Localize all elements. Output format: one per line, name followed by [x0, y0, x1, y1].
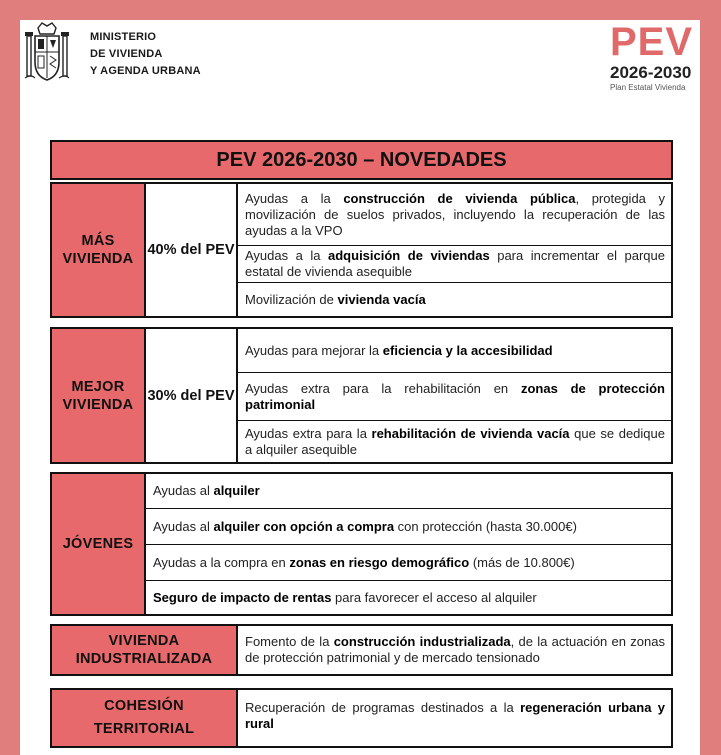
list-item: Ayudas a la compra en zonas en riesgo demográfico (más de 10.800€) — [146, 545, 671, 581]
section-category: JÓVENES — [52, 474, 146, 614]
pev-logo-subtitle: Plan Estatal Vivienda — [610, 83, 686, 92]
ministry-name — [90, 29, 201, 80]
section-cohesion-territorial — [50, 688, 673, 748]
list-item: Ayudas al alquiler con opción a compra con protección (hasta 30.000€) — [146, 509, 671, 545]
section-items — [238, 690, 671, 746]
section-category: MEJOR VIVIENDA — [52, 329, 146, 462]
section-category: VIVIENDA INDUSTRIALIZADA — [52, 626, 238, 674]
section-mas-vivienda — [50, 182, 673, 318]
list-item: Ayudas para mejorar la eficiencia y la accesibilidad — [238, 329, 671, 373]
pev-logo — [610, 22, 700, 93]
coat-of-arms-icon — [24, 22, 70, 86]
section-category: COHESIÓN TERRITORIAL — [52, 690, 238, 746]
section-items — [146, 474, 671, 614]
section-items — [238, 626, 671, 674]
novedades-title: PEV 2026-2030 – NOVEDADES — [50, 140, 673, 180]
list-item: Ayudas al alquiler — [146, 474, 671, 509]
section-jovenes — [50, 472, 673, 616]
list-item: Ayudas a la construcción de vivienda pública, protegida y movilización de suelos privados, incluyendo la recuperación de las ayudas a la VPO — [238, 184, 671, 246]
list-item: Ayudas extra para la rehabilitación de vivienda vacía que se dedique a alquiler asequible — [245, 425, 665, 457]
section-percent: 30% del PEV — [146, 329, 238, 462]
list-item: Fomento de la construcción industrializada, de la actuación en zonas de protección patrimonial y de mercado tensionado — [245, 634, 665, 665]
list-item: Ayudas a la adquisición de viviendas para incrementar el parque estatal de vivienda asequible — [238, 246, 671, 283]
ministry-line-2: DE VIVIENDA — [90, 48, 163, 60]
list-item: Movilización de vivienda vacía — [245, 291, 426, 307]
section-items — [238, 329, 671, 462]
pev-logo-text: PEV — [610, 20, 694, 64]
pev-logo-years: 2026-2030 — [610, 63, 692, 82]
list-item: Seguro de impacto de rentas para favorecer el acceso al alquiler — [153, 589, 537, 605]
list-item: Recuperación de programas destinados a la regeneración urbana y rural — [245, 700, 665, 731]
list-item: Ayudas extra para la rehabilitación en zonas de protección patrimonial — [238, 373, 671, 421]
section-percent: 40% del PEV — [146, 184, 238, 316]
document-page — [20, 20, 700, 755]
section-items — [238, 184, 671, 316]
section-category: MÁS VIVIENDA — [52, 184, 146, 316]
ministry-line-1: MINISTERIO — [90, 31, 157, 43]
ministry-line-3: Y AGENDA URBANA — [90, 65, 201, 77]
section-vivienda-industrializada — [50, 624, 673, 676]
section-mejor-vivienda — [50, 327, 673, 464]
